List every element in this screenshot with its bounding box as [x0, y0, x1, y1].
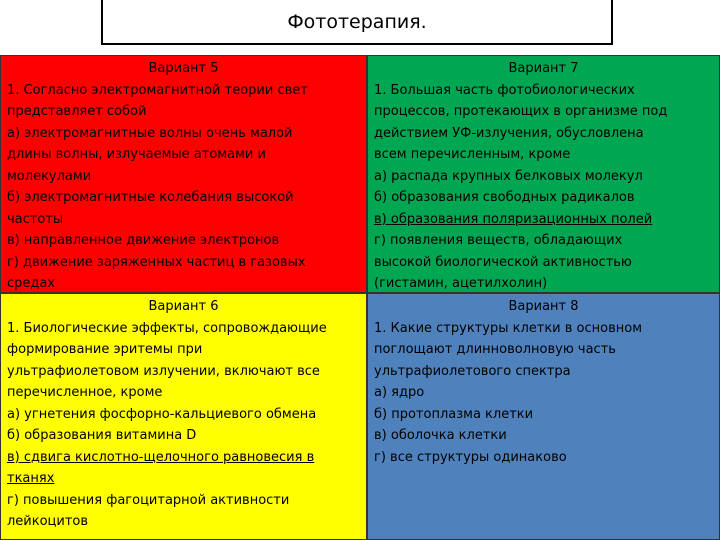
answer-line-underlined: в) образования поляризационных полей: [374, 211, 653, 227]
question-line: 1. Биологические эффекты, сопровождающие: [7, 320, 327, 336]
answer-line: (гистамин, ацетилхолин): [374, 276, 548, 291]
question-line: 1. Какие структуры клетки в основном: [374, 320, 643, 336]
answer-line: средах: [7, 276, 56, 291]
variant-heading: Вариант 6: [148, 299, 219, 314]
answer-line: лейкоцитов: [7, 514, 89, 529]
answer-line: в) оболочка клетки: [374, 428, 507, 443]
variant-heading: Вариант 7: [508, 61, 579, 76]
answer-line: г) появления веществ, обладающих: [374, 233, 623, 248]
variant-heading: Вариант 8: [508, 299, 579, 314]
answer-line: длины волны, излучаемые атомами и: [7, 147, 266, 162]
answer-line-underlined: в) сдвига кислотно-щелочного равновесия в: [7, 449, 315, 465]
answer-line: а) электромагнитные волны очень малой: [7, 125, 293, 141]
question-line: процессов, протекающих в организме под: [374, 104, 668, 119]
variant-8-card: [367, 293, 720, 540]
answer-line: а) ядро: [374, 385, 425, 400]
answer-line: частоты: [7, 211, 64, 227]
answer-line: молекулами: [7, 168, 92, 184]
slide-title: Фототерапия.: [101, 0, 613, 45]
answer-line: в) направленное движение электронов: [7, 233, 280, 248]
question-line: действием УФ-излучения, обусловлена: [374, 125, 644, 141]
variant-heading: Вариант 5: [148, 61, 219, 76]
variant-5-card: [0, 55, 367, 293]
question-line: ультрафиолетовом излучении, включают все: [7, 363, 320, 379]
question-line: всем перечисленным, кроме: [374, 147, 571, 162]
question-line: перечисленное, кроме: [7, 385, 163, 400]
answer-line: г) все структуры одинаково: [374, 449, 567, 465]
answer-line: а) угнетения фосфорно-кальциевого обмена: [7, 406, 317, 422]
question-line: 1. Согласно электромагнитной теории свет: [7, 82, 308, 98]
answer-line-underlined: тканях: [7, 471, 55, 486]
answer-line: г) движение заряженных частиц в газовых: [7, 254, 306, 270]
answer-line: б) протоплазма клетки: [374, 406, 534, 422]
question-line: поглощают длинноволновую часть: [374, 342, 616, 357]
variant-6-card: [0, 293, 367, 540]
variants-grid: [0, 55, 720, 540]
question-line: представляет собой: [7, 104, 147, 119]
question-line: 1. Большая часть фотобиологических: [374, 82, 635, 98]
variant-7-card: [367, 55, 720, 293]
answer-line: а) распада крупных белковых молекул: [374, 168, 643, 184]
answer-line: г) повышения фагоцитарной активности: [7, 492, 290, 508]
answer-line: высокой биологической активностью: [374, 254, 632, 270]
answer-line: б) образования свободных радикалов: [374, 190, 635, 205]
question-line: ультрафиолетового спектра: [374, 363, 571, 379]
question-line: формирование эритемы при: [7, 342, 203, 357]
answer-line: б) образования витамина D: [7, 428, 197, 443]
answer-line: б) электромагнитные колебания высокой: [7, 190, 294, 205]
